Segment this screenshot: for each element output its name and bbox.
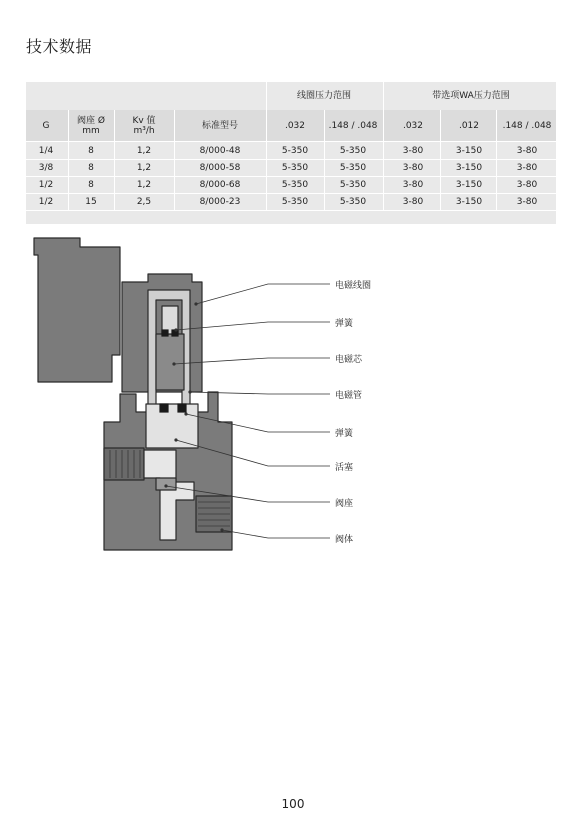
table-cell: 3/8 (38, 162, 54, 173)
table-cell: 3-80 (402, 179, 424, 190)
table-cell: 3-80 (516, 162, 538, 173)
table-cell: 5-350 (281, 179, 309, 190)
leader-line-body (222, 530, 330, 538)
table-cell: 1/4 (38, 145, 54, 156)
table-cell: 3-80 (516, 145, 538, 156)
label-body: 阀体 (335, 535, 354, 545)
header-model: 标准型号 (201, 120, 238, 131)
table-cell: 3-80 (516, 179, 538, 190)
header-kv-label: Kv 值 (132, 115, 156, 126)
table-cell: 1,2 (136, 179, 152, 190)
label-spring-lower: 弹簧 (335, 429, 354, 439)
leader-line-coil (196, 284, 330, 304)
table-cell: 5-350 (281, 162, 309, 173)
coil-housing (34, 238, 120, 382)
table-cell: 5-350 (339, 145, 367, 156)
header-seat-unit: mm (82, 125, 100, 136)
table-cell: 1/2 (38, 179, 54, 190)
table-cell: 3-150 (455, 179, 483, 190)
table-cell: 3-80 (402, 162, 424, 173)
page-title: 技术数据 (26, 37, 93, 56)
spring-coil-mark (160, 404, 168, 412)
table-cell: 3-150 (455, 196, 483, 207)
table-cell: 3-150 (455, 145, 483, 156)
header-wa-032: .032 (402, 120, 424, 131)
table-cell: 8/000-23 (199, 196, 241, 207)
label-coil: 电磁线圈 (335, 281, 372, 291)
piston (146, 404, 198, 448)
group-header-coil-range: 线圈压力范围 (296, 91, 351, 101)
table-cell: 5-350 (339, 162, 367, 173)
label-core: 电磁芯 (335, 355, 363, 365)
valve-seat (156, 478, 176, 490)
table-cell: 5-350 (339, 179, 367, 190)
group-header-wa-range: 带选项WA压力范围 (432, 91, 510, 101)
table-cell: 1/2 (38, 196, 54, 207)
header-kv-unit: m³/h (133, 125, 155, 136)
table-cell: 8/000-48 (199, 145, 241, 156)
spring-coil-mark (162, 330, 168, 336)
header-coil-032: .032 (284, 120, 306, 131)
label-tube: 电磁管 (335, 391, 363, 401)
table-cell: 3-80 (516, 196, 538, 207)
table-cell: 8 (88, 145, 94, 156)
table-cell: 5-350 (281, 145, 309, 156)
page-number: 100 (281, 797, 305, 811)
header-wa-148-048: .148 / .048 (502, 120, 552, 131)
table-cell: 8 (88, 162, 94, 173)
table-cell: 8/000-58 (199, 162, 241, 173)
header-g: G (42, 120, 50, 131)
table-cell: 8 (88, 179, 94, 190)
table-cell: 3-80 (402, 196, 424, 207)
solenoid-core (156, 334, 184, 390)
table-cell: 2,5 (136, 196, 152, 207)
header-seat-label: 阀座 Ø (77, 115, 105, 126)
table-cell: 3-150 (455, 162, 483, 173)
label-piston: 活塞 (335, 463, 354, 473)
table-cell: 8/000-68 (199, 179, 241, 190)
spring-coil-mark (178, 404, 186, 412)
header-wa-012: .012 (458, 120, 480, 131)
table-cell: 1,2 (136, 162, 152, 173)
table-cell: 15 (85, 196, 97, 207)
table-cell: 3-80 (402, 145, 424, 156)
header-coil-148-048: .148 / .048 (328, 120, 378, 131)
table-cell: 5-350 (339, 196, 367, 207)
table-cell: 1,2 (136, 145, 152, 156)
label-seat: 阀座 (335, 499, 354, 509)
label-spring: 弹簧 (335, 319, 354, 329)
table-cell: 5-350 (281, 196, 309, 207)
